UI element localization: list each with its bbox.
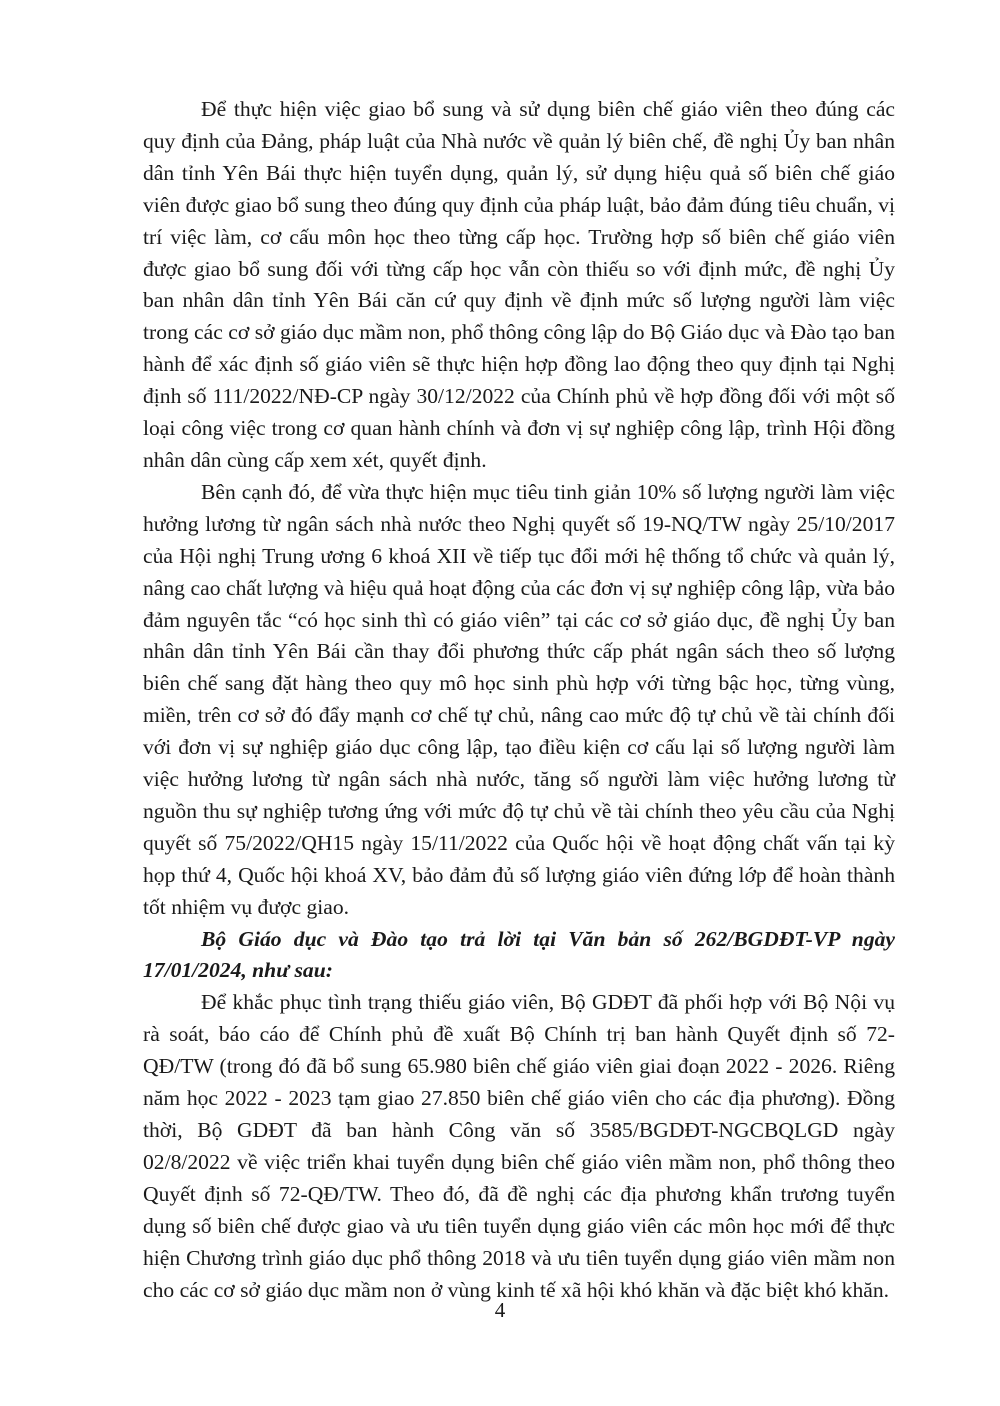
page-number: 4 [494, 1298, 506, 1322]
paragraph-teacher-staffing: Để thực hiện việc giao bổ sung và sử dụng biên chế giáo viên theo đúng các quy định của Đảng, pháp luật của Nhà nước về quản lý biên chế, đề nghị Ủy ban nhân dân tỉnh Yên Bái thực hiện tuyển dụng, quản lý, sử dụng hiệu quả số biên chế giáo viên được giao bổ sung theo đúng quy định của pháp luật, bảo đảm đúng tiêu chuẩn, vị trí việc làm, cơ cấu môn học theo từng cấp học. Trường hợp số biên chế giáo viên được giao bổ sung đối với từng cấp học vẫn còn thiếu so với định mức, đề nghị Ủy ban nhân dân tỉnh Yên Bái căn cứ quy định về định mức số lượng người làm việc trong các cơ sở giáo dục mầm non, phổ thông công lập do Bộ Giáo dục và Đào tạo ban hành để xác định số giáo viên sẽ thực hiện hợp đồng lao động theo quy định tại Nghị định số 111/2022/NĐ-CP ngày 30/12/2022 của Chính phủ về hợp đồng đối với một số loại công việc trong cơ quan hành chính và đơn vị sự nghiệp công lập, trình Hội đồng nhân dân cùng cấp xem xét, quyết định. [143, 97, 895, 472]
paragraph-budget-reform: Bên cạnh đó, để vừa thực hiện mục tiêu tinh giản 10% số lượng người làm việc hưởng lương từ ngân sách nhà nước theo Nghị quyết số 19-NQ/TW ngày 25/10/2017 của Hội nghị Trung ương 6 khoá XII về tiếp tục đổi mới hệ thống tổ chức và quản lý, nâng cao chất lượng và hiệu quả hoạt động của các đơn vị sự nghiệp công lập, vừa bảo đảm nguyên tắc “có học sinh thì có giáo viên” tại các cơ sở giáo dục, đề nghị Ủy ban nhân dân tỉnh Yên Bái cần thay đổi phương thức cấp phát ngân sách theo số lượng biên chế sang đặt hàng theo quy mô học sinh phù hợp với từng bậc học, từng vùng, miền, trên cơ sở đó đẩy mạnh cơ chế tự chủ, nâng cao mức độ tự chủ về tài chính đối với đơn vị sự nghiệp giáo dục công lập, tạo điều kiện cơ cấu lại số lượng người làm việc hưởng lương từ ngân sách nhà nước, tăng số người làm việc hưởng lương từ nguồn thu sự nghiệp tương ứng với mức độ tự chủ về tài chính theo yêu cầu của Nghị quyết số 75/2022/QH15 ngày 15/11/2022 của Quốc hội về hoạt động chất vấn tại kỳ họp thứ 4, Quốc hội khoá XV, bảo đảm đủ số lượng giáo viên đứng lớp để hoàn thành tốt nhiệm vụ được giao. [143, 479, 895, 919]
document-body [143, 94, 895, 1306]
ministry-reply-heading: Bộ Giáo dục và Đào tạo trả lời tại Văn bản số 262/BGDĐT-VP ngày 17/01/2024, như sau: [143, 926, 895, 983]
paragraph-ministry-reply: Để khắc phục tình trạng thiếu giáo viên, Bộ GDĐT đã phối hợp với Bộ Nội vụ rà soát, báo cáo để Chính phủ đề xuất Bộ Chính trị ban hành Quyết định số 72-QĐ/TW (trong đó đã bổ sung 65.980 biên chế giáo viên giai đoạn 2022 - 2026. Riêng năm học 2022 - 2023 tạm giao 27.850 biên chế giáo viên cho các địa phương). Đồng thời, Bộ GDĐT đã ban hành Công văn số 3585/BGDĐT-NGCBQLGD ngày 02/8/2022 về việc triển khai tuyển dụng biên chế giáo viên mầm non, phổ thông theo Quyết định số 72-QĐ/TW. Theo đó, đã đề nghị các địa phương khẩn trương tuyển dụng số biên chế được giao và ưu tiên tuyển dụng giáo viên các môn học mới để thực hiện Chương trình giáo dục phổ thông 2018 và ưu tiên tuyển dụng giáo viên mầm non cho các cơ sở giáo dục mầm non ở vùng kinh tế xã hội khó khăn và đặc biệt khó khăn. [143, 990, 895, 1302]
